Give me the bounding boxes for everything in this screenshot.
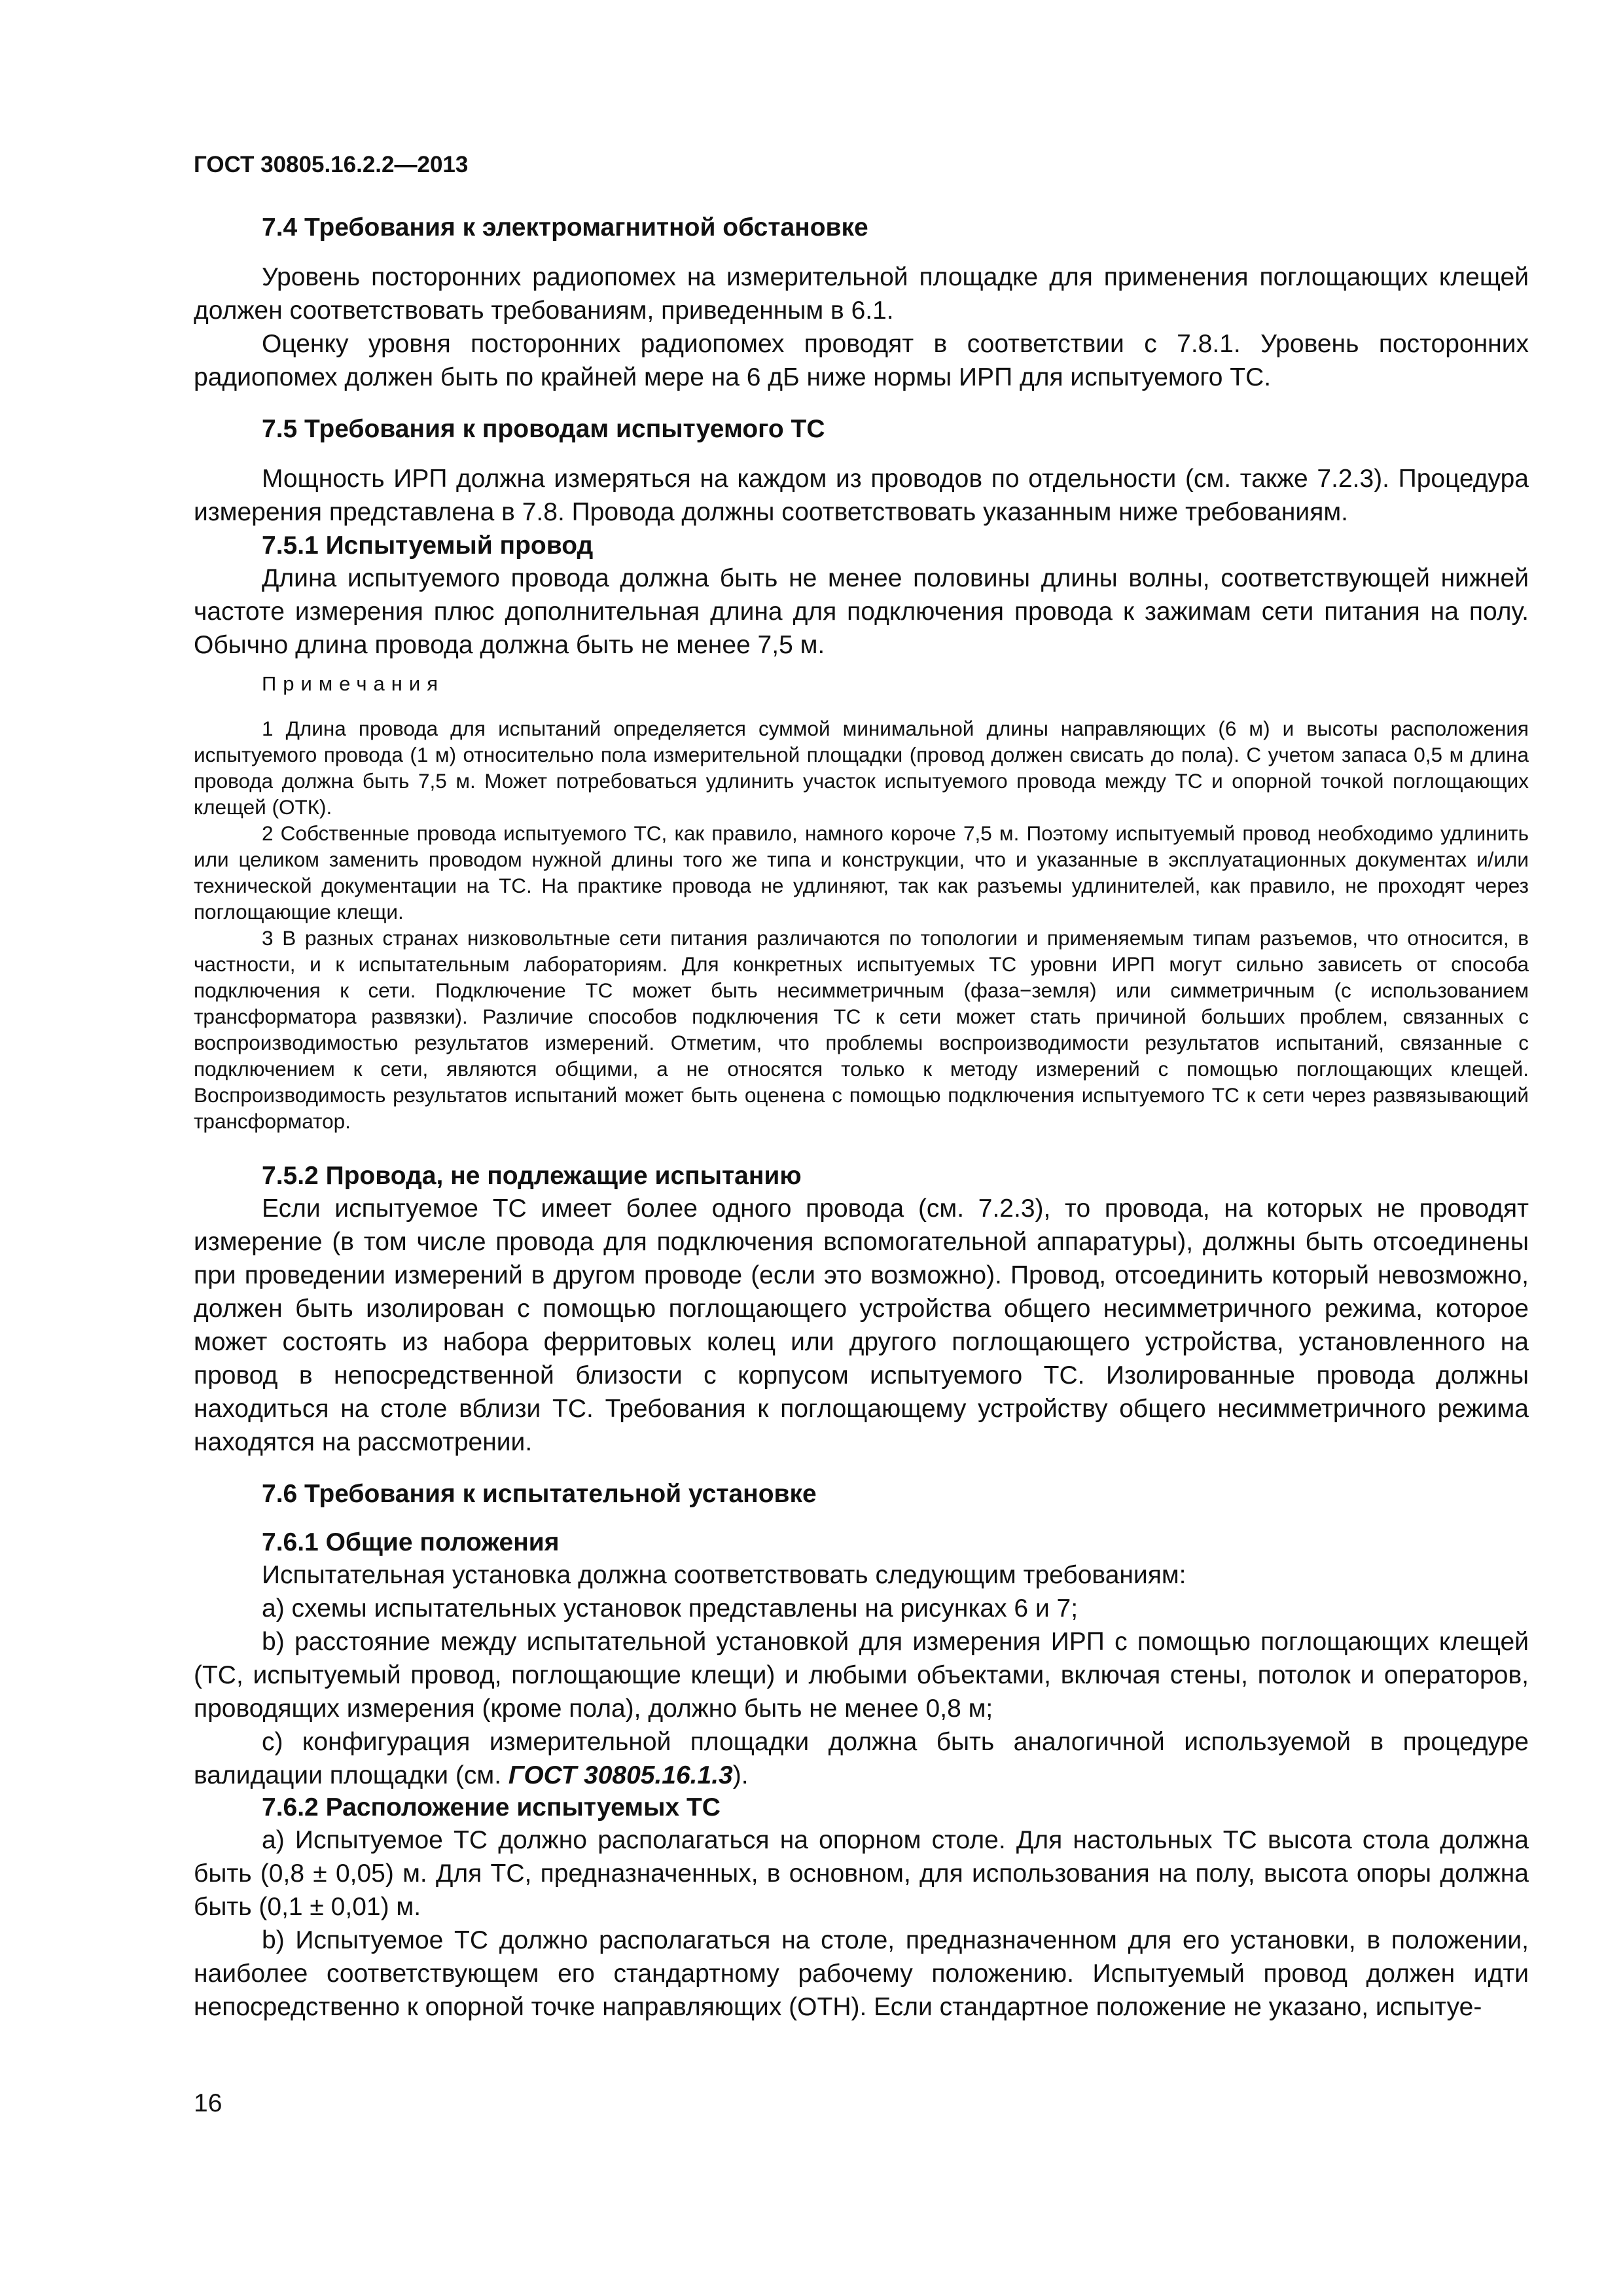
- list-item: [194, 1725, 1529, 1792]
- document-code-header: ГОСТ 30805.16.2.2—2013: [194, 152, 469, 177]
- subsection-heading: 7.6.2 Расположение испытуемых ТС: [262, 1793, 721, 1821]
- subsection-heading: 7.5.1 Испытуемый провод: [262, 531, 594, 560]
- paragraph: Длина испытуемого провода должна быть не менее половины длины волны, соответствующей нижней частоте измерения плюс дополнительная длина для подключения провода к зажимам сети питания на полу. Обычно длина провода должна быть не менее 7,5 м.: [194, 564, 1529, 659]
- section-7-5-2: [194, 1160, 1529, 1459]
- section-7-5-1: [194, 530, 1529, 1134]
- section-heading: 7.4 Требования к электромагнитной обстановке: [262, 213, 868, 242]
- section-7-4: [194, 212, 1529, 394]
- subsection-heading: 7.5.2 Провода, не подлежащие испытанию: [262, 1162, 802, 1190]
- section-heading: 7.6 Требования к испытательной установке: [262, 1480, 817, 1508]
- list-item: b) расстояние между испытательной установкой для измерения ИРП с помощью поглощающих клещей (ТС, испытуемый провод, поглощающие клещи) и любыми объектами, включая стены, потолок и операторов, проводящих измерения (кроме пола), должно быть не менее 0,8 м;: [194, 1628, 1529, 1723]
- page-number: 16: [194, 2089, 223, 2117]
- section-7-6-2: [194, 1792, 1529, 2024]
- subsection-heading: 7.6.1 Общие положения: [262, 1528, 560, 1556]
- list-item-text: c) конфигурация измерительной площадки должна быть аналогичной используемой в процедуре валидации площадки (см.: [194, 1728, 1529, 1789]
- page-content: [194, 152, 1529, 2024]
- note-item: 3 В разных странах низковольтные сети питания различаются по топологии и применяемым типам разъемов, что относится, в частности, и к испытательным лабораториям. Для конкретных испытуемых ТС уровни ИРП могут сильно зависеть от способа подключения к сети. Подключение ТС может быть несимметричным (фаза−земля) или симметричным (с использованием трансформатора развязки). Различие способов подключения ТС к сети может стать причиной больших проблем, связанных с воспроизводимостью результатов измерений. Отметим, что проблемы воспроизводимости результатов испытаний, связанные с подключением к сети, являются общими, а не относятся только к методу измерений с помощью поглощающих клещей. Воспроизводимость результатов испытаний может быть оценена с помощью подключения испытуемого ТС к сети через развязывающий трансформатор.: [194, 926, 1529, 1133]
- section-7-6: [194, 1479, 1529, 1510]
- note-item: 2 Собственные провода испытуемого ТС, как правило, намного короче 7,5 м. Поэтому испытуемый провод необходимо удлинить или целиком заменить проводом нужной длины того же типа и конструкции, что и указанные в эксплуатационных документах и/или технической документации на ТС. На практике провода не удлиняют, так как разъемы удлинителей, как правило, не проходят через поглощающие клещи.: [194, 821, 1529, 924]
- list-item: b) Испытуемое ТС должно располагаться на столе, предназначенном для его установки, в положении, наиболее соответствующем его стандартному рабочему положению. Испытуемый провод должен идти непосредственно к опорной точке направляющих (ОТН). Если стандартное положение не указано, испытуе-: [194, 1926, 1529, 2021]
- list-item: a) схемы испытательных установок представлены на рисунках 6 и 7;: [262, 1594, 1079, 1623]
- notes-list: [194, 715, 1529, 1134]
- paragraph: Оценку уровня посторонних радиопомех проводят в соответствии с 7.8.1. Уровень посторонних радиопомех должен быть по крайней мере на 6 дБ ниже нормы ИРП для испытуемого ТС.: [194, 330, 1529, 391]
- paragraph: Испытательная установка должна соответствовать следующим требованиям:: [262, 1561, 1186, 1589]
- standard-reference: ГОСТ 30805.16.1.3: [508, 1761, 733, 1789]
- section-heading: 7.5 Требования к проводам испытуемого ТС: [262, 415, 825, 443]
- paragraph: Если испытуемое ТС имеет более одного провода (см. 7.2.3), то провода, на которых не проводят измерение (в том числе провода для подключения вспомогательной аппаратуры), должны быть отсоединены при проведении измерений в другом проводе (если это возможно). Провод, отсоединить который невозможно, должен быть изолирован с помощью поглощающего устройства общего несимметричного режима, которое может состоять из набора ферритовых колец или другого поглощающего устройства, установленного на провод в непосредственной близости с корпусом испытуемого ТС. Изолированные провода должны находиться на столе вблизи ТС. Требования к поглощающему устройству общего несимметричного режима находятся на рассмотрении.: [194, 1194, 1529, 1456]
- note-item: 1 Длина провода для испытаний определяется суммой минимальной длины направляющих (6 м) и высоты расположения испытуемого провода (1 м) относительно пола измерительной площадки (провод должен свисать до пола). С учетом запаса 0,5 м длина провода должна быть 7,5 м. Может потребоваться удлинить участок испытуемого провода между ТС и опорной точкой поглощающих клещей (ОТК).: [194, 717, 1529, 819]
- list-item-text: ).: [732, 1761, 749, 1789]
- notes-title: Примечания: [262, 672, 444, 695]
- paragraph: Мощность ИРП должна измеряться на каждом из проводов по отдельности (см. также 7.2.3). Процедура измерения представлена в 7.8. Провода должны соответствовать указанным ниже требованиям.: [194, 465, 1529, 526]
- list-item: a) Испытуемое ТС должно располагаться на опорном столе. Для настольных ТС высота стола должна быть (0,8 ± 0,05) м. Для ТС, предназначенных, в основном, для использования на полу, высота опоры должна быть (0,1 ± 0,01) м.: [194, 1826, 1529, 1921]
- paragraph: Уровень посторонних радиопомех на измерительной площадке для применения поглощающих клещей должен соответствовать требованиям, приведенным в 6.1.: [194, 263, 1529, 325]
- section-7-6-1: [194, 1527, 1529, 1792]
- section-7-5: [194, 414, 1529, 529]
